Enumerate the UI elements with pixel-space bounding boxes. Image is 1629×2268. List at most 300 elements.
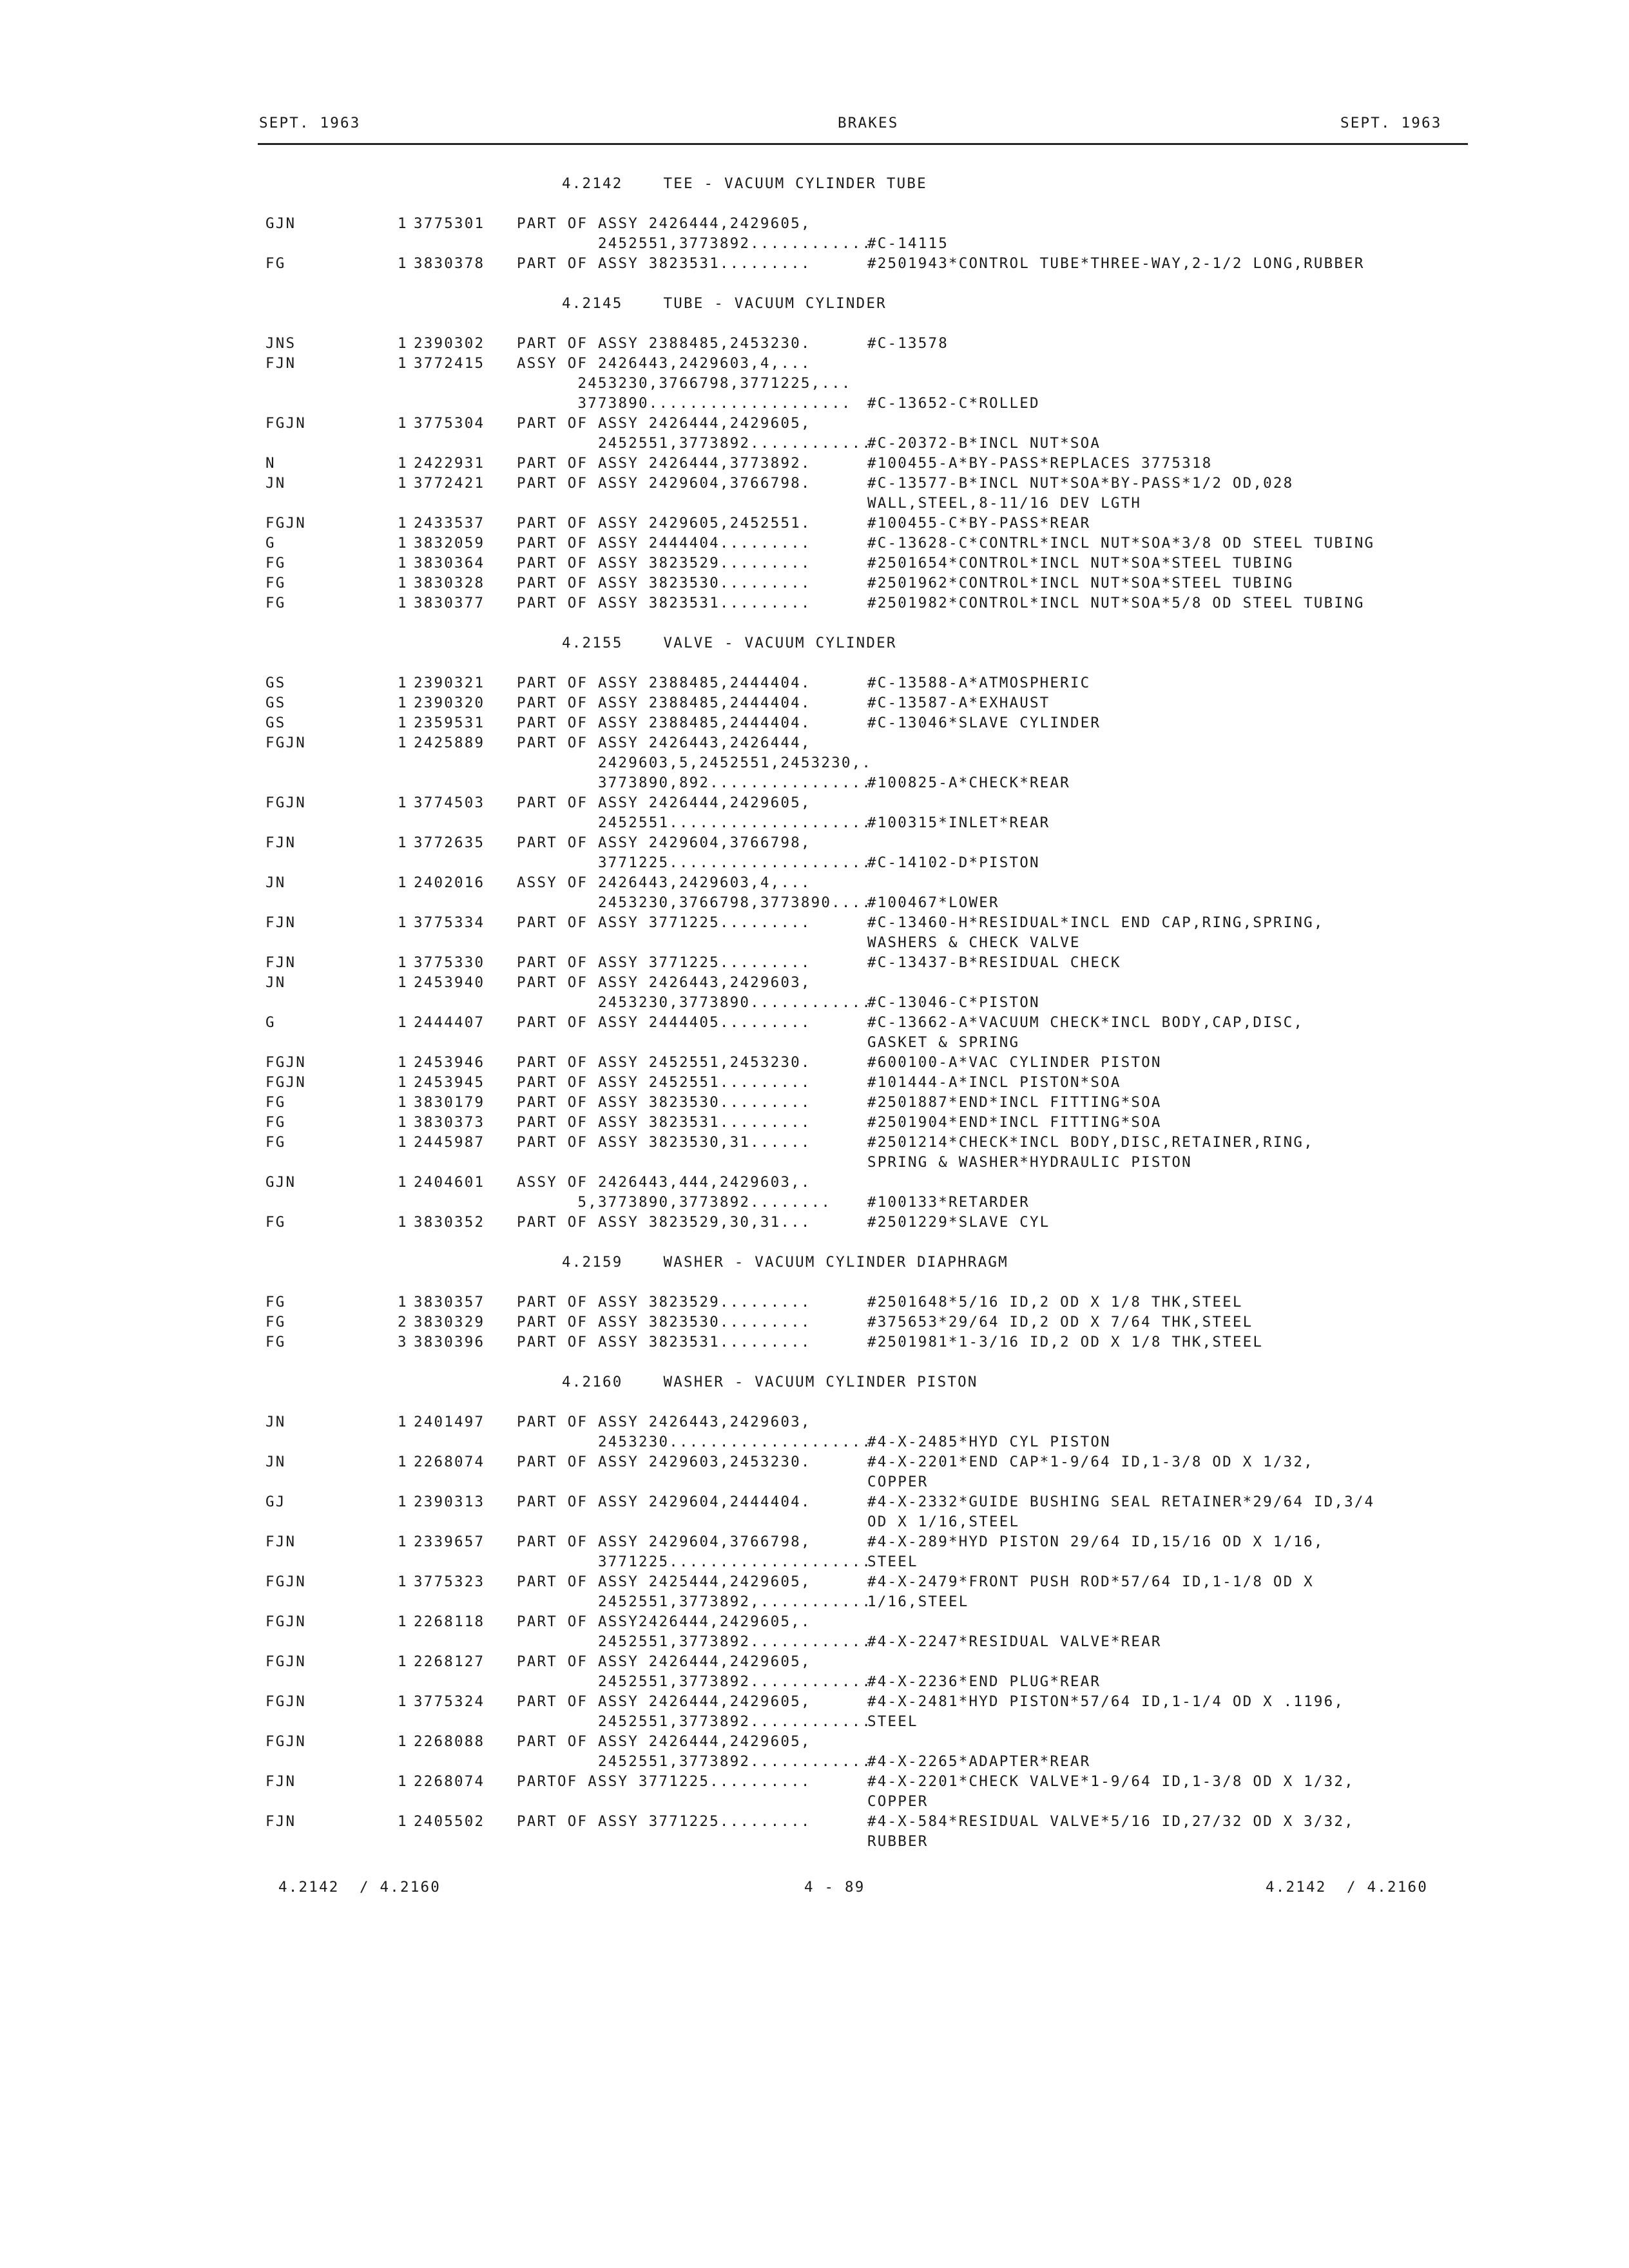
assembly-line [517, 494, 867, 514]
part-entry [0, 1812, 1629, 1852]
part-number: 3774503 [414, 794, 485, 811]
part-number: 3830364 [414, 555, 485, 572]
model-code: FJN [265, 914, 296, 931]
part-entry [0, 673, 1629, 693]
part-number: 3830179 [414, 1094, 485, 1111]
assembly-line: PART OF ASSY 3823529,30,31... [517, 1214, 811, 1231]
description-line [867, 1732, 1473, 1752]
model-code: FG [265, 1334, 286, 1350]
description-line: #2501654*CONTROL*INCL NUT*SOA*STEEL TUBING [867, 555, 1294, 572]
assembly-line: PART OF ASSY 3771225......... [517, 914, 811, 931]
assembly-reference [517, 913, 867, 953]
model-code: G [265, 1014, 276, 1031]
assembly-line [517, 933, 867, 953]
part-description [867, 1133, 1473, 1173]
part-description [867, 593, 1473, 613]
section-title: WASHER - VACUUM CYLINDER PISTON [663, 1374, 978, 1390]
footer-range-left: 4.2142 / 4.2160 [278, 1879, 441, 1896]
part-description [867, 1213, 1473, 1233]
assembly-line: PART OF ASSY 2444405......... [517, 1014, 811, 1031]
assembly-reference [517, 1532, 872, 1572]
model-code: FG [265, 1114, 286, 1131]
part-description [867, 733, 1473, 793]
model-code: JN [265, 974, 286, 991]
quantity: 1 [398, 954, 408, 971]
part-number: 3830329 [414, 1314, 485, 1331]
description-line: SPRING & WASHER*HYDRAULIC PISTON [867, 1154, 1192, 1171]
model-code: FG [265, 555, 286, 572]
section-number: 4.2142 [562, 175, 623, 192]
section-title: TUBE - VACUUM CYLINDER [663, 295, 887, 312]
assembly-reference [517, 973, 872, 1013]
part-number: 2453940 [414, 974, 485, 991]
assembly-reference [517, 1572, 872, 1612]
description-line: #4-X-289*HYD PISTON 29/64 ID,15/16 OD X 1/16, [867, 1533, 1324, 1550]
part-number: 3830373 [414, 1114, 485, 1131]
section-heading [562, 1372, 1629, 1392]
part-entry [0, 533, 1629, 553]
part-number: 2453945 [414, 1074, 485, 1091]
description-line: #C-13652-C*ROLLED [867, 395, 1040, 412]
assembly-line: PART OF ASSY 3823530......... [517, 1314, 811, 1331]
description-line: #100455-C*BY-PASS*REAR [867, 515, 1091, 532]
part-entry [0, 953, 1629, 973]
assembly-line: PART OF ASSY 3823530......... [517, 575, 811, 591]
model-code: G [265, 535, 276, 552]
model-code: FGJN [265, 1653, 306, 1670]
description-line: #100315*INLET*REAR [867, 814, 1050, 831]
part-description [867, 1772, 1473, 1812]
description-line: #C-13628-C*CONTRL*INCL NUT*SOA*3/8 OD STEEL TUBING [867, 535, 1375, 552]
quantity: 1 [398, 1733, 408, 1750]
model-code: FGJN [265, 735, 306, 751]
quantity: 1 [398, 355, 408, 372]
part-description [867, 1332, 1473, 1352]
assembly-line: PART OF ASSY 2426443,2429603, [517, 974, 811, 991]
part-number: 3775304 [414, 415, 485, 432]
part-number: 2390321 [414, 675, 485, 691]
model-code: JNS [265, 335, 296, 352]
part-description [867, 1612, 1473, 1652]
description-line: #4-X-2236*END PLUG*REAR [867, 1673, 1101, 1690]
assembly-reference [517, 1312, 867, 1332]
assembly-line: PART OF ASSY 2426444,2429605, [517, 215, 811, 232]
part-number: 2268074 [414, 1773, 485, 1790]
assembly-line: PART OF ASSY 3823529......... [517, 1294, 811, 1311]
model-code: GJN [265, 1174, 296, 1191]
quantity: 1 [398, 695, 408, 711]
description-line: #C-13460-H*RESIDUAL*INCL END CAP,RING,SPRING, [867, 914, 1324, 931]
quantity: 1 [398, 1454, 408, 1470]
part-number: 2401497 [414, 1414, 485, 1430]
quantity: 1 [398, 675, 408, 691]
description-line [867, 733, 1473, 753]
part-entry [0, 1312, 1629, 1332]
assembly-line: PART OF ASSY 2429604,2444404. [517, 1494, 811, 1510]
assembly-line: PART OF ASSY 2426444,2429605, [517, 794, 811, 811]
part-description [867, 334, 1473, 354]
part-entry [0, 1332, 1629, 1352]
part-description [867, 1572, 1473, 1612]
assembly-reference [517, 833, 872, 873]
part-description [867, 414, 1473, 454]
section-heading [562, 174, 1629, 194]
part-description [867, 913, 1473, 953]
part-entry [0, 553, 1629, 573]
parts-section [0, 633, 1629, 1233]
quantity: 1 [398, 1653, 408, 1670]
description-line: #2501904*END*INCL FITTING*SOA [867, 1114, 1162, 1131]
model-code: FG [265, 1314, 286, 1331]
assembly-reference [517, 1412, 872, 1452]
assembly-reference [517, 1452, 867, 1492]
description-line: #2501229*SLAVE CYL [867, 1214, 1050, 1231]
assembly-line: PART OF ASSY 2426443,2429603, [517, 1414, 811, 1430]
assembly-line: PART OF ASSY 3823531......... [517, 595, 811, 611]
assembly-reference [517, 214, 872, 254]
quantity: 1 [398, 1573, 408, 1590]
part-number: 3830377 [414, 595, 485, 611]
assembly-line: PART OF ASSY 3823530......... [517, 1094, 811, 1111]
part-entry [0, 1213, 1629, 1233]
part-entry [0, 1772, 1629, 1812]
assembly-line: 2452551,3773892............ [517, 1713, 872, 1730]
part-description [867, 873, 1473, 913]
part-description [867, 833, 1473, 873]
model-code: GJN [265, 215, 296, 232]
model-code: FGJN [265, 515, 306, 532]
description-line: #2501648*5/16 ID,2 OD X 1/8 THK,STEEL [867, 1294, 1243, 1311]
assembly-reference [517, 454, 867, 474]
quantity: 1 [398, 1414, 408, 1430]
assembly-line: 3773890.................... [517, 395, 852, 412]
description-line: #100467*LOWER [867, 894, 999, 911]
description-line [867, 793, 1473, 813]
header-rule [258, 143, 1468, 145]
description-line: #4-X-2481*HYD PISTON*57/64 ID,1-1/4 OD X .1196, [867, 1693, 1345, 1710]
assembly-line: PART OF ASSY 2444404......... [517, 535, 811, 552]
description-line [867, 414, 1473, 434]
quantity: 1 [398, 475, 408, 492]
quantity: 1 [398, 1613, 408, 1630]
assembly-line: 2452551,3773892............ [517, 235, 872, 252]
assembly-line: 3771225.................... [517, 854, 872, 871]
assembly-line [517, 1792, 867, 1812]
description-line: RUBBER [867, 1833, 929, 1850]
assembly-line: PART OF ASSY 2429604,3766798. [517, 475, 811, 492]
description-line: #4-X-2265*ADAPTER*REAR [867, 1753, 1091, 1770]
model-code: GJ [265, 1494, 286, 1510]
description-line: #4-X-2201*END CAP*1-9/64 ID,1-3/8 OD X 1/32, [867, 1454, 1314, 1470]
part-entry [0, 1053, 1629, 1073]
quantity: 1 [398, 255, 408, 272]
quantity: 2 [398, 1314, 408, 1331]
assembly-line: PART OF ASSY 2429604,3766798, [517, 834, 811, 851]
part-entry [0, 1293, 1629, 1312]
part-entry [0, 733, 1629, 793]
part-number: 2404601 [414, 1174, 485, 1191]
part-description [867, 454, 1473, 474]
section-title: VALVE - VACUUM CYLINDER [663, 635, 897, 651]
assembly-reference [517, 1772, 867, 1812]
part-entry [0, 1452, 1629, 1492]
assembly-reference [517, 713, 867, 733]
assembly-reference [517, 953, 867, 973]
footer-range-right: 4.2142 / 4.2160 [1266, 1879, 1428, 1896]
part-entry [0, 1532, 1629, 1572]
description-line: #C-13662-A*VACUUM CHECK*INCL BODY,CAP,DISC, [867, 1014, 1304, 1031]
quantity: 1 [398, 335, 408, 352]
model-code: GS [265, 675, 286, 691]
description-line: #2501214*CHECK*INCL BODY,DISC,RETAINER,RING, [867, 1134, 1314, 1151]
part-description [867, 1732, 1473, 1772]
part-entry [0, 474, 1629, 514]
assembly-line: PART OF ASSY 2426444,2429605, [517, 1653, 811, 1670]
quantity: 1 [398, 455, 408, 472]
model-code: FGJN [265, 415, 306, 432]
part-description [867, 1053, 1473, 1073]
quantity: 1 [398, 1533, 408, 1550]
model-code: GS [265, 695, 286, 711]
description-line: #2501981*1-3/16 ID,2 OD X 1/8 THK,STEEL [867, 1334, 1264, 1350]
part-number: 2390302 [414, 335, 485, 352]
assembly-reference [517, 1133, 867, 1173]
quantity: 1 [398, 914, 408, 931]
part-number: 2444407 [414, 1014, 485, 1031]
model-code: FGJN [265, 1054, 306, 1071]
assembly-line: 2453230,3766798,3773890.... [517, 894, 872, 911]
assembly-reference [517, 573, 867, 593]
quantity: 1 [398, 834, 408, 851]
assembly-line: PART OF ASSY 2425444,2429605, [517, 1573, 811, 1590]
page-number: 4 - 89 [804, 1879, 865, 1896]
description-line: #101444-A*INCL PISTON*SOA [867, 1074, 1121, 1091]
quantity: 3 [398, 1334, 408, 1350]
part-description [867, 514, 1473, 533]
part-number: 3775301 [414, 215, 485, 232]
model-code: FG [265, 595, 286, 611]
model-code: N [265, 455, 276, 472]
description-line: #C-14115 [867, 235, 949, 252]
assembly-line: 2452551.................... [517, 814, 872, 831]
part-description [867, 673, 1473, 693]
quantity: 1 [398, 1054, 408, 1071]
part-entry [0, 1692, 1629, 1732]
description-line: #2501887*END*INCL FITTING*SOA [867, 1094, 1162, 1111]
quantity: 1 [398, 1294, 408, 1311]
parts-section [0, 174, 1629, 274]
part-description [867, 713, 1473, 733]
assembly-reference [517, 1293, 867, 1312]
section-title: TEE - VACUUM CYLINDER TUBE [663, 175, 927, 192]
quantity: 1 [398, 535, 408, 552]
description-line: #C-13588-A*ATMOSPHERIC [867, 675, 1091, 691]
model-code: FGJN [265, 794, 306, 811]
part-number: 3772635 [414, 834, 485, 851]
part-entry [0, 1173, 1629, 1213]
quantity: 1 [398, 575, 408, 591]
description-line: #4-X-2247*RESIDUAL VALVE*REAR [867, 1633, 1162, 1650]
model-code: JN [265, 1454, 286, 1470]
part-entry [0, 514, 1629, 533]
model-code: FGJN [265, 1074, 306, 1091]
section-number: 4.2159 [562, 1254, 623, 1271]
description-line: #C-13046-C*PISTON [867, 994, 1040, 1011]
part-number: 3830352 [414, 1214, 485, 1231]
description-line: WASHERS & CHECK VALVE [867, 934, 1081, 951]
quantity: 1 [398, 1074, 408, 1091]
part-description [867, 1312, 1473, 1332]
quantity: 1 [398, 715, 408, 731]
model-code: FGJN [265, 1693, 306, 1710]
assembly-line: PART OF ASSY 2426443,2426444, [517, 735, 811, 751]
part-entry [0, 913, 1629, 953]
part-description [867, 1812, 1473, 1852]
assembly-line: PART OF ASSY 3823529......... [517, 555, 811, 572]
part-entry [0, 1133, 1629, 1173]
part-number: 3830378 [414, 255, 485, 272]
assembly-reference [517, 334, 867, 354]
part-description [867, 693, 1473, 713]
part-number: 2268118 [414, 1613, 485, 1630]
section-heading [562, 633, 1629, 653]
part-number: 2268074 [414, 1454, 485, 1470]
assembly-reference [517, 553, 867, 573]
part-entry [0, 713, 1629, 733]
part-description [867, 1293, 1473, 1312]
description-line: #100133*RETARDER [867, 1194, 1030, 1211]
assembly-line: PART OF ASSY 2429604,3766798, [517, 1533, 811, 1550]
part-description [867, 1532, 1473, 1572]
description-line [867, 1652, 1473, 1672]
assembly-line: 2452551,3773892............ [517, 1673, 872, 1690]
part-entry [0, 973, 1629, 1013]
description-line: #2501982*CONTROL*INCL NUT*SOA*5/8 OD STEEL TUBING [867, 595, 1365, 611]
model-code: FG [265, 1294, 286, 1311]
assembly-line [517, 1033, 867, 1053]
description-line: #C-13046*SLAVE CYLINDER [867, 715, 1101, 731]
quantity: 1 [398, 555, 408, 572]
assembly-line [517, 1832, 867, 1852]
assembly-line: PART OF ASSY 2388485,2444404. [517, 695, 811, 711]
assembly-reference [517, 414, 872, 454]
assembly-line: PART OF ASSY 2429603,2453230. [517, 1454, 811, 1470]
part-entry [0, 1612, 1629, 1652]
assembly-line: PART OF ASSY 3823530,31...... [517, 1134, 811, 1151]
parts-section [0, 1253, 1629, 1352]
part-entry [0, 1572, 1629, 1612]
part-description [867, 1073, 1473, 1093]
assembly-reference [517, 254, 867, 274]
model-code: FGJN [265, 1573, 306, 1590]
part-number: 2453946 [414, 1054, 485, 1071]
assembly-line: PART OF ASSY 2388485,2453230. [517, 335, 811, 352]
part-description [867, 1452, 1473, 1492]
assembly-line: PART OF ASSY 2426444,2429605, [517, 415, 811, 432]
parts-list [0, 174, 1629, 1852]
model-code: FG [265, 1094, 286, 1111]
assembly-reference [517, 733, 872, 793]
description-line: #2501962*CONTROL*INCL NUT*SOA*STEEL TUBING [867, 575, 1294, 591]
assembly-line: ASSY OF 2426443,444,2429603,. [517, 1174, 811, 1191]
part-number: 2405502 [414, 1813, 485, 1830]
assembly-line: 3773890,892................ [517, 774, 872, 791]
assembly-line: PART OF ASSY 3823531......... [517, 255, 811, 272]
model-code: FG [265, 255, 286, 272]
part-entry [0, 873, 1629, 913]
part-number: 3775330 [414, 954, 485, 971]
model-code: FGJN [265, 1613, 306, 1630]
assembly-reference [517, 673, 867, 693]
model-code: FG [265, 1214, 286, 1231]
assembly-line: PART OF ASSY 2426444,2429605, [517, 1733, 811, 1750]
assembly-line: PART OF ASSY 3823531......... [517, 1334, 811, 1350]
assembly-line: 5,3773890,3773892........ [517, 1194, 832, 1211]
description-line: #100455-A*BY-PASS*REPLACES 3775318 [867, 455, 1213, 472]
description-line: STEEL [867, 1713, 918, 1730]
assembly-line: PART OF ASSY 3823531......... [517, 1114, 811, 1131]
part-number: 3775334 [414, 914, 485, 931]
assembly-line [517, 1472, 867, 1492]
part-description [867, 254, 1473, 274]
part-description [867, 1412, 1473, 1452]
assembly-reference [517, 1073, 867, 1093]
model-code: FG [265, 1134, 286, 1151]
assembly-line: PART OF ASSY 3771225......... [517, 1813, 811, 1830]
assembly-reference [517, 514, 867, 533]
assembly-reference [517, 1732, 872, 1772]
part-entry [0, 1093, 1629, 1113]
quantity: 1 [398, 1134, 408, 1151]
part-description [867, 354, 1473, 414]
description-line: #C-14102-D*PISTON [867, 854, 1040, 871]
description-line: #2501943*CONTROL TUBE*THREE-WAY,2-1/2 LONG,RUBBER [867, 255, 1365, 272]
part-entry [0, 1492, 1629, 1532]
part-description [867, 1093, 1473, 1113]
assembly-reference [517, 1492, 867, 1532]
part-number: 3830396 [414, 1334, 485, 1350]
part-number: 2390313 [414, 1494, 485, 1510]
part-description [867, 793, 1473, 833]
assembly-line: 2453230.................... [517, 1434, 872, 1450]
part-description [867, 1173, 1473, 1213]
part-description [867, 214, 1473, 254]
assembly-line: PART OF ASSY2426444,2429605,. [517, 1613, 811, 1630]
description-line [867, 833, 1473, 853]
assembly-line [517, 1512, 867, 1532]
part-description [867, 1013, 1473, 1053]
part-number: 2359531 [414, 715, 485, 731]
description-line [867, 1612, 1473, 1632]
part-entry [0, 334, 1629, 354]
part-entry [0, 214, 1629, 254]
assembly-reference [517, 1113, 867, 1133]
quantity: 1 [398, 1014, 408, 1031]
section-number: 4.2145 [562, 295, 623, 312]
model-code: FJN [265, 1813, 296, 1830]
header-date-left: SEPT. 1963 [259, 115, 361, 131]
model-code: JN [265, 874, 286, 891]
section-number: 4.2160 [562, 1374, 623, 1390]
parts-section [0, 1372, 1629, 1852]
part-number: 2339657 [414, 1533, 485, 1550]
description-line [867, 873, 1473, 893]
quantity: 1 [398, 595, 408, 611]
part-entry [0, 593, 1629, 613]
assembly-line: 2452551,3773892,........... [517, 1593, 872, 1610]
part-description [867, 474, 1473, 514]
part-number: 3832059 [414, 535, 485, 552]
